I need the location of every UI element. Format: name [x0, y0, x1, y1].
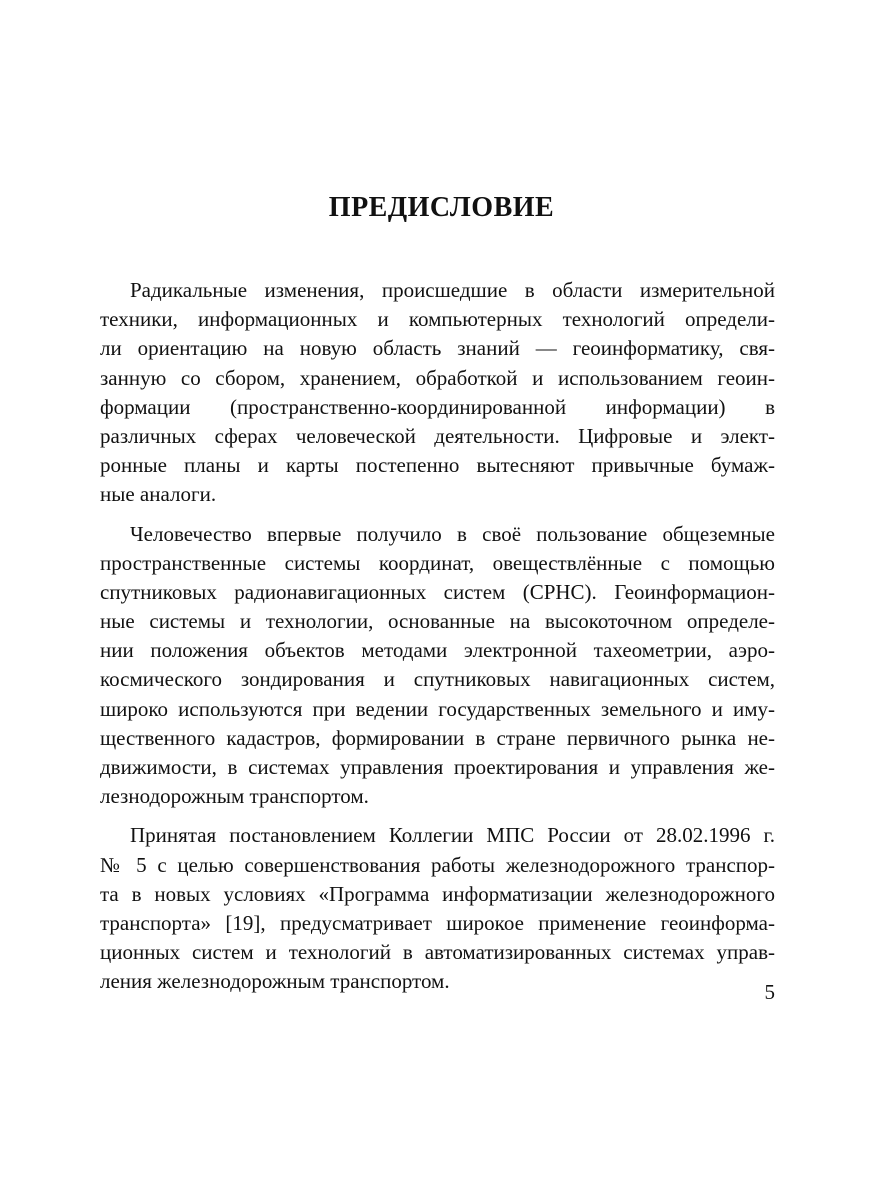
- preface-body: [100, 276, 775, 1007]
- paragraph-3: [100, 821, 775, 996]
- text-line: ные аналоги.: [100, 482, 217, 507]
- text-line: широко используются при ведении государственных земельного и иму-: [100, 696, 775, 721]
- text-line: щественного кадастров, формировании в стране первичного рынка не-: [100, 725, 775, 750]
- text-line: нии положения объектов методами электронной тахеометрии, аэро-: [100, 638, 775, 663]
- text-line: различных сферах человеческой деятельности. Цифровые и элект-: [100, 423, 775, 448]
- text-line: ные системы и технологии, основанные на высокоточном определе-: [100, 609, 775, 634]
- text-line: пространственные системы координат, овеществлённые с помощью: [100, 550, 775, 575]
- text-line: движимости, в системах управления проектирования и управления же-: [100, 755, 775, 779]
- text-line: ронные планы и карты постепенно вытесняют привычные бумаж-: [100, 453, 775, 478]
- text-line: ления железнодорожным транспортом.: [100, 969, 450, 994]
- text-line: Радикальные изменения, происшедшие в области измерительной: [130, 278, 775, 302]
- paragraph-2: [100, 520, 775, 812]
- text-line: № 5 с целью совершенствования работы железнодорожного транспор-: [100, 852, 775, 877]
- text-line: формации (пространственно-координированной информации) в: [100, 394, 775, 419]
- paragraph-1: [100, 276, 775, 510]
- page-number: 5: [764, 980, 775, 1004]
- text-line: занную со сбором, хранением, обработкой и использованием геоин-: [100, 365, 775, 390]
- text-line: техники, информационных и компьютерных технологий определи-: [100, 307, 775, 332]
- page-title: ПРЕДИСЛОВИЕ: [328, 192, 555, 223]
- text-line: спутниковых радионавигационных систем (СРНС). Геоинформацион-: [100, 579, 775, 604]
- text-line: Принятая постановлением Коллегии МПС России от 28.02.1996 г.: [130, 823, 775, 848]
- text-line: лезнодорожным транспортом.: [100, 784, 369, 809]
- text-line: Человечество впервые получило в своё пользование общеземные: [130, 521, 775, 546]
- text-line: та в новых условиях «Программа информатизации железнодорожного: [100, 881, 775, 906]
- text-line: ционных систем и технологий в автоматизированных системах управ-: [100, 940, 775, 965]
- text-line: космического зондирования и спутниковых навигационных систем,: [100, 667, 775, 692]
- text-line: ли ориентацию на новую область знаний — геоинформатику, свя-: [100, 336, 775, 361]
- text-line: транспорта» [19], предусматривает широкое применение геоинформа-: [100, 910, 775, 935]
